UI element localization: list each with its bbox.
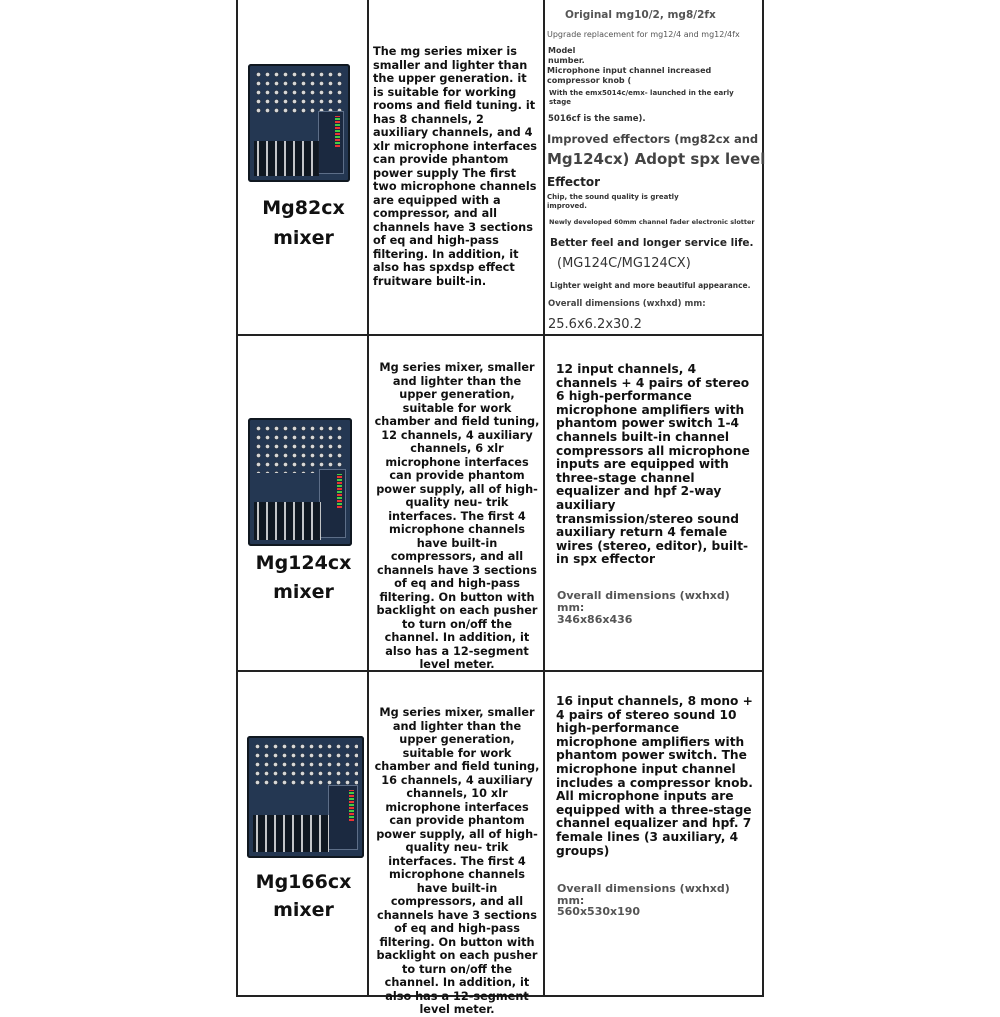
model-kind: mixer — [273, 899, 334, 921]
product-comparison-table — [236, 0, 766, 1016]
model-cell — [238, 672, 369, 995]
spec-text: 16 input channels, 8 mono + 4 pairs of stereo sound 10 high-performance microphone amplifiers with phantom power switch. The microphone input channel includes a compressor knob. All microphone inputs are equipped with a three-stage channel equalizer and hpf. 7 female lines (3 auxiliary, 4 groups) — [556, 694, 753, 858]
description-cell — [369, 672, 545, 1016]
model-kind: mixer — [273, 581, 334, 603]
table-row-mg124cx — [238, 336, 762, 672]
mg166cx-mixer-image — [247, 736, 364, 858]
description-cell — [369, 336, 545, 670]
note-improved2: Mg124cx) Adopt spx level — [547, 150, 766, 168]
note-dims: 25.6x6.2x30.2 — [548, 317, 642, 332]
spec-cell — [545, 672, 762, 995]
model-name: Mg124cx — [255, 552, 352, 574]
note-original: Original mg10/2, mg8/2fx — [565, 9, 716, 21]
model-name: Mg82cx — [262, 197, 345, 219]
dims-label: Overall dimensions (wxhxd) mm: — [557, 882, 730, 907]
note-overall: Overall dimensions (wxhxd) mm: — [548, 299, 706, 309]
description-text: The mg series mixer is smaller and lighter than the upper generation. it is suitable for working rooms and field tuning. it has 8 channels, 2 auxiliary channels, and 4 xlr microphone interfaces can provide phantom power supply The first two microphone channels are equipped with a compressor, and all channels have 3 sections of eq and high-pass filtering. In addition, it also has spxdsp effect fruitware built-in. — [373, 45, 538, 288]
table-row-mg166cx — [238, 672, 762, 1016]
spec-text: 12 input channels, 4 channels + 4 pairs of stereo 6 high-performance microphone amplifiers with phantom power switch 1-4 channels built-in channel compressors all microphone inputs are equipped with three-stage channel equalizer and hpf 2-way auxiliary transmission/stereo sound auxiliary return 4 female wires (stereo, editor), built-in spx effector — [556, 362, 750, 567]
note-model: Model — [548, 46, 576, 55]
note-upgrade: Upgrade replacement for mg12/4 and mg12/4fx — [547, 30, 740, 39]
description-text: Mg series mixer, smaller and lighter than the upper generation, suitable for work chamber and field tuning, 16 channels, 4 auxiliary channels, 10 xlr microphone interfaces can provide phantom power supply, all of high-quality neu- trik interfaces. The first 4 microphone channels have built-in compressors, and all channels have 3 sections of eq and high-pass filtering. On button with backlight on each pusher to turn on/off the channel. In addition, it also has a 12-segment level meter. — [374, 706, 540, 1016]
dims-value: 560x530x190 — [557, 905, 641, 918]
spec-cell — [545, 336, 762, 670]
note-number: number. — [548, 56, 585, 65]
description-cell — [369, 0, 545, 334]
model-cell — [238, 0, 369, 334]
model-kind: mixer — [273, 227, 334, 249]
table-row-mg82cx — [238, 0, 766, 336]
note-same: 5016cf is the same). — [548, 114, 646, 124]
note-improved1: Improved effectors (mg82cx and — [547, 132, 759, 146]
note-effector: Effector — [547, 175, 601, 189]
notes-cell — [545, 0, 766, 334]
model-cell — [238, 336, 369, 670]
note-models: (MG124C/MG124CX) — [557, 256, 691, 271]
dims-value: 346x86x436 — [557, 613, 633, 626]
note-emx: With the emx5014c/emx- launched in the early stage — [549, 89, 734, 106]
note-fader: Newly developed 60mm channel fader electronic slotter — [549, 218, 755, 226]
mg124cx-mixer-image — [248, 418, 352, 546]
dims-label: Overall dimensions (wxhxd) mm: — [557, 589, 730, 614]
mg82cx-mixer-image — [248, 64, 350, 182]
note-lighter: Lighter weight and more beautiful appearance. — [550, 281, 751, 290]
note-chip: Chip, the sound quality is greatly improved. — [547, 193, 679, 210]
model-name: Mg166cx — [255, 871, 352, 893]
note-compressor: Microphone input channel increased compressor knob ( — [547, 66, 712, 85]
note-better: Better feel and longer service life. — [550, 237, 754, 249]
description-text: Mg series mixer, smaller and lighter than the upper generation, suitable for work chamber and field tuning, 12 channels, 4 auxiliary channels, 6 xlr microphone interfaces can provide phantom power supply, all of high-quality neu- trik interfaces. The first 4 microphone channels have built-in compressors, and all channels have 3 sections of eq and high-pass filtering. On button with backlight on each pusher to turn on/off the channel. In addition, it also has a 12-segment level meter. — [374, 361, 540, 671]
